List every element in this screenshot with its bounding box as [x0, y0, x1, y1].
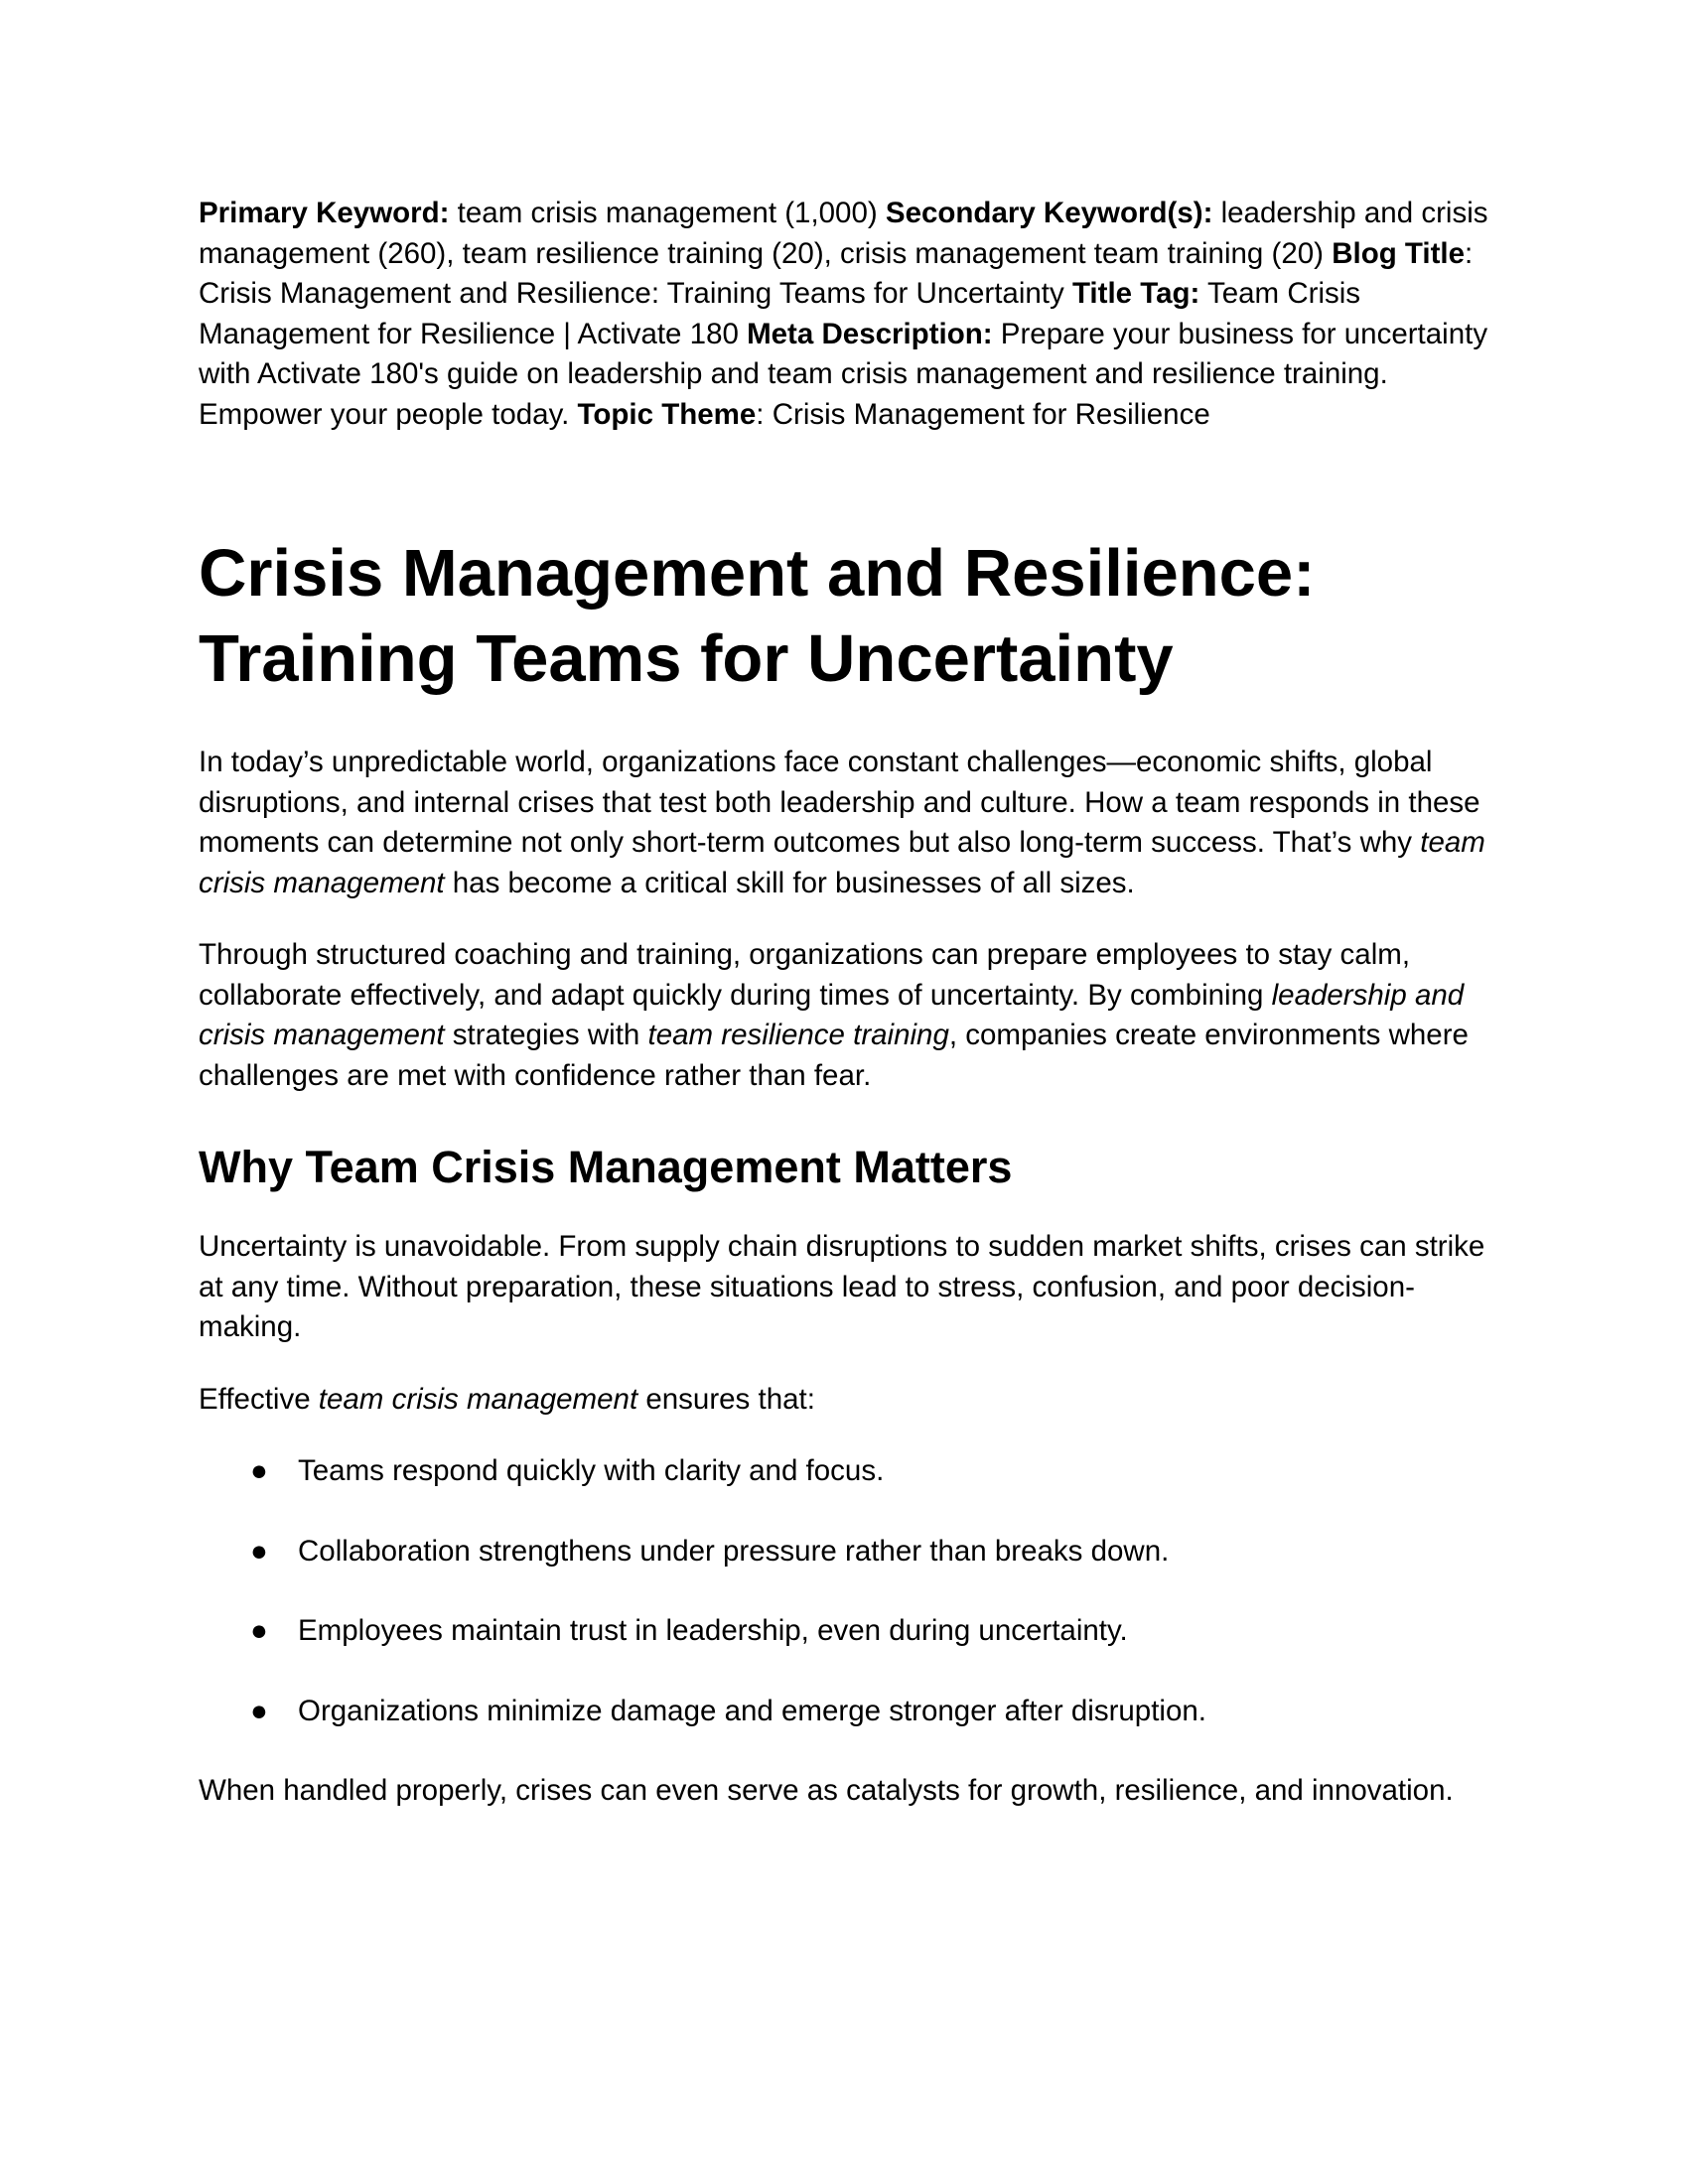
- intro-p2-text-b: strategies with: [444, 1019, 648, 1051]
- blog-title-label: Blog Title: [1332, 236, 1466, 270]
- list-item: [199, 1611, 1489, 1652]
- bullet-icon: ●: [250, 1454, 268, 1487]
- intro-p2-emphasis-2: team resilience training: [647, 1019, 949, 1051]
- closing-paragraph: When handled properly, crises can even serve as catalysts for growth, resilience, and innovation.: [199, 1774, 1454, 1807]
- benefits-list: [199, 1451, 1489, 1731]
- meta-description-label: Meta Description:: [747, 317, 993, 350]
- bullet-icon: ●: [250, 1534, 268, 1568]
- bullet-icon: ●: [250, 1614, 268, 1647]
- title-tag-value: Team Crisis Management for Resilience | Activate 180: [199, 277, 1361, 350]
- bullet-icon: ●: [250, 1694, 268, 1727]
- section1-paragraph-1: Uncertainty is unavoidable. From supply chain disruptions to sudden market shifts, crises can strike at any time. Without preparation, these situations lead to stress, confusion, and poor decision-making.: [199, 1230, 1485, 1343]
- list-item: [199, 1692, 1489, 1732]
- list-item: [199, 1451, 1489, 1492]
- section1-p2-emphasis: team crisis management: [318, 1382, 638, 1416]
- article-title-line2: Training Teams for Uncertainty: [199, 621, 1174, 696]
- intro-p1-text-b: has become a critical skill for businesses of all sizes.: [444, 866, 1135, 899]
- article-title: [199, 531, 1489, 702]
- primary-keyword-value: team crisis management (1,000): [449, 197, 886, 229]
- title-tag-label: Title Tag:: [1071, 277, 1200, 310]
- list-item-text: Employees maintain trust in leadership, even during uncertainty.: [298, 1614, 1128, 1647]
- article-title-line1: Crisis Management and Resilience:: [199, 536, 1316, 611]
- intro-paragraph-2: [199, 935, 1489, 1096]
- document-page: [199, 194, 1489, 1807]
- section1-p2-text-b: ensures that:: [637, 1382, 815, 1416]
- intro-p2-emphasis-1: leadership and crisis management: [199, 978, 1465, 1051]
- list-item: [199, 1532, 1489, 1572]
- list-item-text: Organizations minimize damage and emerge stronger after disruption.: [298, 1694, 1206, 1727]
- primary-keyword-label: Primary Keyword:: [199, 197, 450, 229]
- list-item-text: Teams respond quickly with clarity and focus.: [298, 1454, 885, 1487]
- seo-meta-block: [199, 194, 1489, 435]
- meta-description-value: Prepare your business for uncertainty with Activate 180's guide on leadership and team crisis management and resilience training. Empower your people today.: [199, 317, 1488, 431]
- secondary-keyword-value: leadership and crisis management (260), team resilience training (20), crisis management team training (20): [199, 197, 1488, 270]
- intro-p1-text-a: In today’s unpredictable world, organizations face constant challenges—economic shifts, global disruptions, and internal crises that test both leadership and culture. How a team responds in these moments can determine not only short-term outcomes but also long-term success. That’s why: [199, 746, 1480, 859]
- section1-p2-text-a: Effective: [199, 1382, 319, 1416]
- intro-p2-text-a: Through structured coaching and training, organizations can prepare employees to stay calm, collaborate effectively, and adapt quickly during times of uncertainty. By combining: [199, 938, 1411, 1012]
- article-body: [199, 743, 1489, 1843]
- intro-paragraph-1: [199, 743, 1489, 903]
- topic-theme-label: Topic Theme: [577, 397, 757, 431]
- intro-p2-text-c: , companies create environments where challenges are met with confidence rather than fear.: [199, 1019, 1469, 1092]
- intro-p1-emphasis: team crisis management: [199, 826, 1485, 899]
- section1-paragraph-2: [199, 1380, 1489, 1421]
- secondary-keyword-label: Secondary Keyword(s):: [885, 197, 1213, 229]
- section-heading-why-matters: Why Team Crisis Management Matters: [199, 1142, 1013, 1192]
- blog-title-value: : Crisis Management and Resilience: Training Teams for Uncertainty: [199, 236, 1474, 310]
- list-item-text: Collaboration strengthens under pressure rather than breaks down.: [298, 1534, 1170, 1568]
- topic-theme-value: : Crisis Management for Resilience: [756, 397, 1210, 431]
